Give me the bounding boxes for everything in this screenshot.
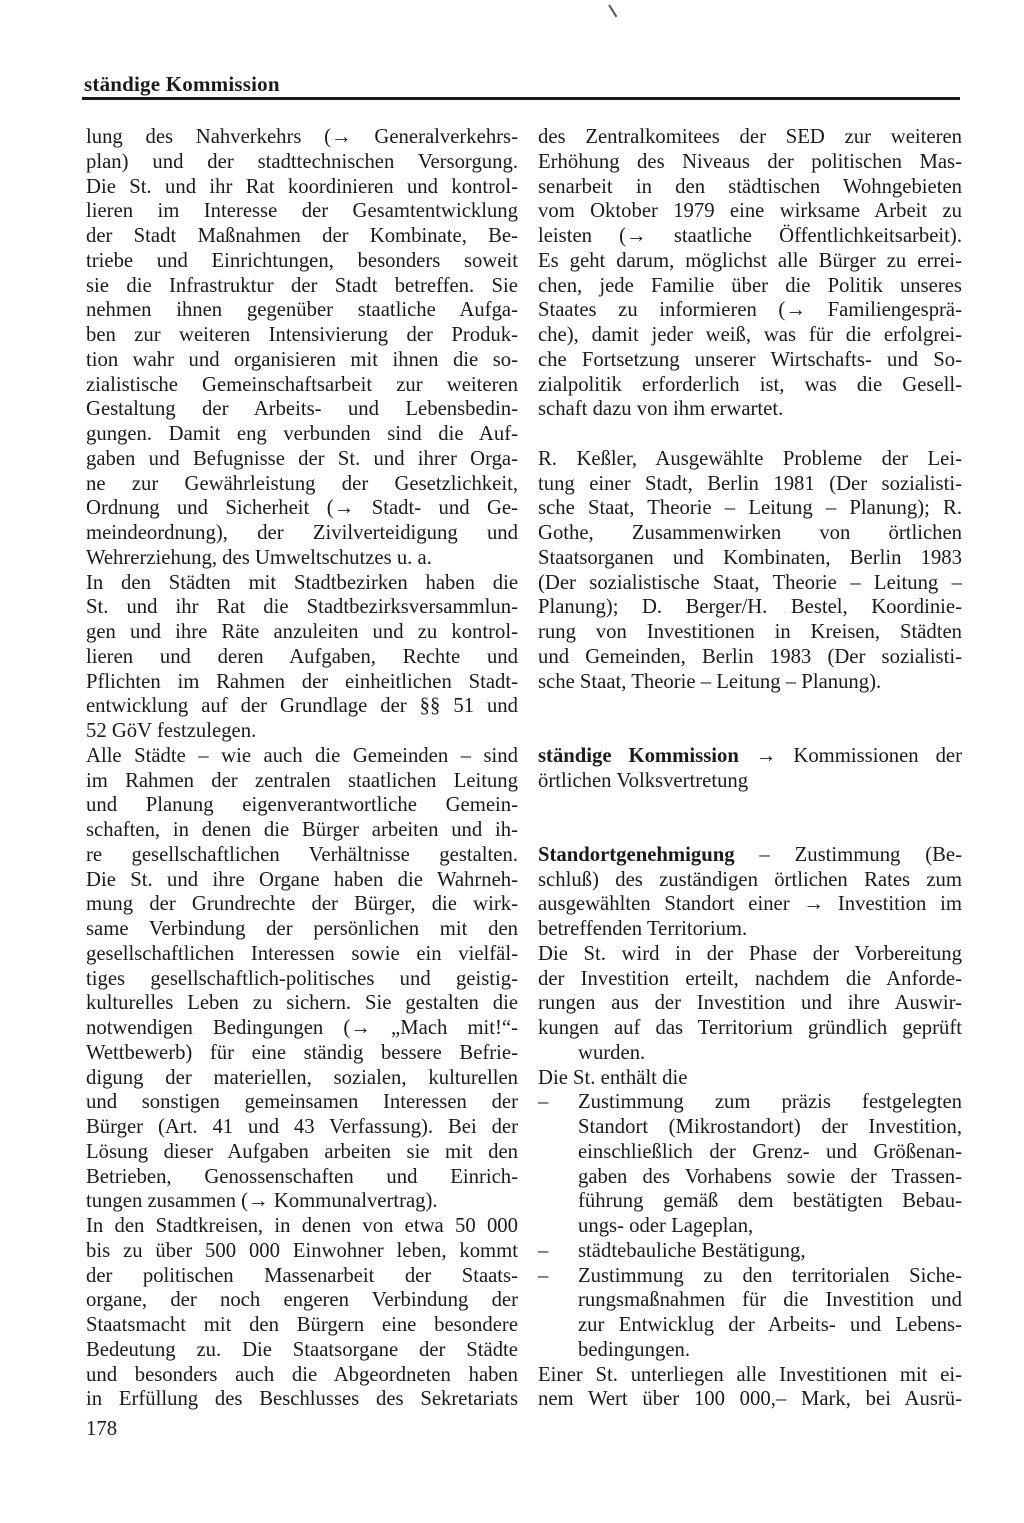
entry-standortgenehmigung (538, 843, 962, 1412)
text-line: gaben des Vorhabens sowie der Trassen- (578, 1165, 962, 1188)
text-line: re gesellschaftlichen Verhältnisse gestalten. (86, 843, 518, 866)
text-line: gesellschaftlichen Interessen sowie ein vielfäl- (86, 942, 518, 965)
list-item (538, 1239, 962, 1264)
text-line: in Erfüllung des Beschlusses des Sekretariats (86, 1388, 518, 1411)
text-line: und Planung eigenverantwortliche Gemein- (86, 794, 518, 817)
text-line: Die St. und ihr Rat koordinieren und kontrol- (86, 175, 518, 198)
text-line: ausgewählten Standort einer → Investition im (538, 893, 962, 916)
spacer (538, 422, 962, 447)
text-line: und sonstigen gemeinsamen Interessen der (86, 1091, 518, 1114)
text-line: Lösung dieser Aufgaben arbeiten sie mit den (86, 1140, 518, 1163)
text-line: Ordnung und Sicherheit (→ Stadt- und Ge- (86, 497, 518, 520)
list-item (538, 1264, 962, 1363)
text-line: Einer St. unterliegen alle Investitionen mit ei- (538, 1363, 962, 1386)
bullet-list (538, 1090, 962, 1362)
entry-heading-line (538, 744, 962, 769)
text-line: Staates zu informieren (→ Familiengesprä- (538, 299, 962, 322)
text-line: zialpolitik erforderlich ist, was die Gesell- (538, 373, 962, 396)
entry-term: ständige Kommission (538, 744, 739, 767)
text-line: der Stadt Maßnahmen der Kombinate, Be- (86, 225, 518, 247)
text-line: schaft dazu von ihm erwartet. (538, 398, 784, 421)
page-number: 178 (86, 1418, 118, 1440)
reference-line: sche Staat, Theorie – Leitung – Planung). (538, 670, 882, 693)
text-line: gungen. Damit eng verbunden sind die Auf- (86, 423, 518, 445)
text-line: Bürger (Art. 41 und 43 Verfassung). Bei der (86, 1116, 518, 1138)
text-line: Gestaltung der Arbeits- und Lebensbedin- (86, 398, 518, 421)
list-item-text (578, 1239, 962, 1264)
text-line: organe, der noch engeren Verbindung der (86, 1289, 518, 1312)
text-line: Die St. wird in der Phase der Vorbereitung (538, 942, 962, 965)
scan-speck (609, 4, 618, 17)
reference-line: R. Keßler, Ausgewählte Probleme der Lei- (538, 447, 962, 470)
text-line: tiges gesellschaftlich-politisches und geistig- (86, 967, 518, 990)
bullet-dash: – (538, 1091, 549, 1114)
list-item (538, 1090, 962, 1239)
text-line: Betrieben, Genossenschaften und Einrich- (86, 1165, 518, 1188)
text-line: che Fortsetzung unserer Wirtschafts- und So- (538, 348, 962, 371)
text-line: schluß) des zuständigen örtlichen Rates zum (538, 868, 962, 891)
list-item-text (578, 1090, 962, 1239)
text-line: nem Wert über 100 000,– Mark, bei Ausrü- (538, 1388, 962, 1411)
text-line: städtebauliche Bestätigung, (578, 1239, 806, 1262)
text-line: einschließlich der Grenz- und Größenan- (578, 1140, 962, 1163)
cross-reference: → Kommissionen der (738, 744, 962, 767)
text-line: Wehrerziehung, des Umweltschutzes u. a. (86, 546, 432, 569)
text-line: rungen aus der Investition und ihre Auswir- (538, 992, 962, 1015)
spacer (538, 818, 962, 843)
text-line: und besonders auch die Abgeordneten haben (86, 1363, 518, 1386)
entry-heading-line (538, 843, 962, 868)
reference-line: rung von Investitionen in Kreisen, Städten (538, 621, 962, 643)
text-line: des Zentralkomitees der SED zur weiteren (538, 126, 962, 148)
page-header-title: ständige Kommission (84, 72, 280, 96)
text-line: schaften, in denen die Bürger arbeiten und ih- (86, 819, 518, 841)
text-line: tion wahr und organisieren mit ihnen die so- (86, 348, 518, 371)
text-line: entwicklung auf der Grundlage der §§ 51 und (86, 695, 518, 718)
text-line: ne zur Gewährleistung der Gesetzlichkeit, (86, 472, 518, 495)
spacer (538, 793, 962, 818)
text-line: Staatsmacht mit den Bürgern eine besondere (86, 1314, 518, 1336)
text-line: triebe und Einrichtungen, besonders soweit (86, 249, 518, 272)
text-line: kulturelles Leben zu sichern. Sie gestalten die (86, 992, 518, 1015)
text-line: In den Stadtkreisen, in denen von etwa 50 000 (86, 1215, 518, 1237)
text-line: wurden. (578, 1041, 646, 1064)
text-line: zur Entwicklug der Arbeits- und Lebens- (578, 1314, 962, 1336)
text-line: sie die Infrastruktur der Stadt betreffen. Sie (86, 274, 518, 297)
text-line: In den Städten mit Stadtbezirken haben die (86, 571, 518, 594)
text-line: örtlichen Volksvertretung (538, 769, 749, 792)
text-line: Zustimmung zum präzis festgelegten (578, 1091, 962, 1114)
list-item-text (578, 1264, 962, 1363)
text-line: St. und ihr Rat die Stadtbezirksversammlun- (86, 596, 518, 619)
text-line: nehmen ihnen gegenüber staatliche Aufga- (86, 299, 518, 322)
text-line: der politischen Massenarbeit der Staats- (86, 1264, 518, 1287)
text-line: rungsmaßnahmen für die Investition und (578, 1289, 962, 1312)
entry-term: Standortgenehmigung (538, 843, 735, 866)
bullet-dash: – (538, 1239, 549, 1262)
text-line: gaben und Befugnisse der St. und ihrer Orga- (86, 447, 518, 470)
text-line: führung gemäß dem bestätigten Bebau- (578, 1190, 962, 1213)
text-line: vom Oktober 1979 eine wirksame Arbeit zu (538, 200, 962, 223)
text-line: betreffenden Territorium. (538, 918, 748, 940)
text-line: mung der Grundrechte der Bürger, die wirk- (86, 893, 518, 916)
reference-line: sche Staat, Theorie – Leitung – Planung); R. (538, 497, 962, 520)
text-line: ungs- oder Lageplan, (578, 1215, 754, 1237)
text-line: 52 GöV festzulegen. (86, 720, 257, 742)
text-line: Standort (Mikrostandort) der Investition, (578, 1116, 962, 1138)
text-line: chen, jede Familie über die Politik unseres (538, 274, 962, 297)
right-column (538, 125, 962, 1412)
text-line: Pflichten im Rahmen der einheitlichen Stadt- (86, 670, 518, 693)
text-line: im Rahmen der zentralen staatlichen Leitung (86, 769, 518, 792)
references-block (538, 447, 962, 695)
reference-line: Planung); D. Berger/H. Bestel, Koordinie- (538, 596, 962, 619)
left-column (86, 125, 518, 1412)
reference-line: und Gemeinden, Berlin 1983 (Der sozialisti- (538, 645, 962, 668)
reference-line: Gothe, Zusammenwirken von örtlichen (538, 522, 962, 544)
text-line: lieren im Interesse der Gesamtentwicklung (86, 200, 518, 223)
text-line: Zustimmung zu den territorialen Siche- (578, 1264, 962, 1287)
reference-line: Staatsorganen und Kombinaten, Berlin 1983 (538, 546, 962, 569)
reference-line: tung einer Stadt, Berlin 1981 (Der sozialisti- (538, 472, 962, 495)
text-line: digung der materiellen, sozialen, kulturellen (86, 1066, 518, 1089)
text-line: gen und ihre Räte anzuleiten und zu kontrol- (86, 621, 518, 643)
definition-start: – Zustimmung (Be- (734, 843, 962, 866)
text-line: Die St. und ihre Organe haben die Wahrneh- (86, 868, 518, 891)
header-rule (82, 97, 960, 100)
text-line: ben zur weiteren Intensivierung der Produk- (86, 324, 518, 346)
text-line: plan) und der stadttechnischen Versorgung. (86, 150, 518, 173)
text-line: Die St. enthält die (538, 1066, 688, 1089)
text-line: meindeordnung), der Zivilverteidigung und (86, 522, 518, 544)
text-line: notwendigen Bedingungen (→ „Mach mit!“- (86, 1017, 518, 1039)
text-line: der Investition erteilt, nachdem die Anforde- (538, 967, 962, 990)
spacer (538, 719, 962, 744)
text-line: bis zu über 500 000 Einwohner leben, kommt (86, 1239, 518, 1262)
text-line: lieren und deren Aufgaben, Rechte und (86, 645, 518, 668)
text-line: lung des Nahverkehrs (→ Generalverkehrs- (86, 126, 518, 148)
text-line: Es geht darum, möglichst alle Bürger zu errei- (538, 249, 962, 272)
text-line: kungen auf das Territorium gründlich geprüft (538, 1017, 962, 1039)
entry-staendige-kommission (538, 744, 962, 794)
text-line: che), damit jeder weiß, was für die erfolgrei- (538, 324, 962, 346)
text-line: Alle Städte – wie auch die Gemeinden – sind (86, 744, 518, 767)
text-line: tungen zusammen (→ Kommunalvertrag). (86, 1190, 438, 1213)
text-line: same Verbindung der persönlichen mit den (86, 918, 518, 940)
spacer (538, 694, 962, 719)
text-line: Wettbewerb) für eine ständig bessere Befrie- (86, 1041, 518, 1064)
text-line: Bedeutung zu. Die Staatsorgane der Städte (86, 1338, 518, 1361)
text-line: bedingungen. (578, 1338, 691, 1361)
continuation-paragraph (538, 125, 962, 422)
text-line: leisten (→ staatliche Öffentlichkeitsarbeit). (538, 225, 962, 247)
text-line: Erhöhung des Niveaus der politischen Mas- (538, 150, 962, 173)
text-line: zialistische Gemeinschaftsarbeit zur weiteren (86, 373, 518, 396)
text-line: senarbeit in den städtischen Wohngebieten (538, 175, 962, 198)
reference-line: (Der sozialistische Staat, Theorie – Leitung – (538, 571, 962, 594)
bullet-dash: – (538, 1264, 549, 1287)
